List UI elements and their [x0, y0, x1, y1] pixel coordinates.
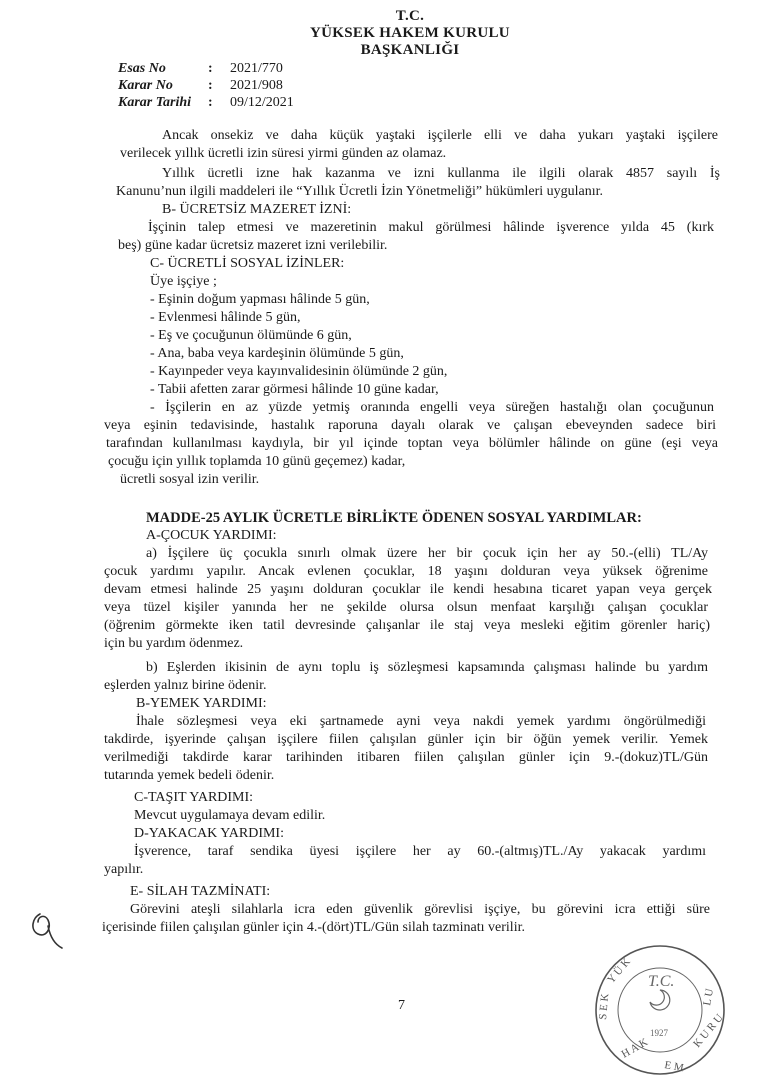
- meta-sep: :: [208, 78, 213, 93]
- svg-text:L U: L U: [701, 987, 716, 1007]
- section-heading: C- ÜCRETLİ SOSYAL İZİNLER:: [150, 256, 345, 271]
- body-line: Mevcut uygulamaya devam edilir.: [134, 808, 326, 823]
- meta-sep: :: [208, 95, 213, 110]
- meta-value: 09/12/2021: [230, 95, 294, 110]
- svg-text:K U R U: K U R U: [691, 1012, 726, 1050]
- svg-text:S E K: S E K: [597, 993, 612, 1021]
- body-line: İşverence, taraf sendika üyesi işçilere her ay 60.-(altmış)TL./Ay yakacak yardımı: [134, 844, 706, 859]
- body-line: verilecek yıllık ücretli izin süresi yirmi günden az olamaz.: [120, 146, 447, 161]
- header-tc: T.C.: [395, 8, 425, 24]
- body-line: verilmediği takdirde karar tarihinden itibaren fiilen çalışılan günler için 9.-(dokuz)TL/Gün: [104, 750, 708, 765]
- body-line: Yıllık ücretli izne hak kazanma ve izni kullanma ile ilgili olarak 4857 sayılı İş: [162, 166, 720, 181]
- svg-text:Y Ü K: Y Ü K: [605, 956, 633, 986]
- body-line: çocuk yardımı yapılır. Ancak evlenen çocuklar, 18 yaşını dolduran veya yüksek öğrenime: [104, 564, 708, 579]
- body-line: tarafından kullanılması kaydıyla, bir yıl içinde toptan veya bölümler hâlinde on güne (eşi veya: [106, 436, 718, 451]
- meta-key: Karar Tarihi: [118, 95, 192, 110]
- body-line: İhale sözleşmesi veya eki şartnamede ayni veya nakdi yemek yardımı öngörülmediği: [136, 714, 706, 729]
- body-line: yapılır.: [104, 862, 144, 877]
- handwritten-signature: [28, 906, 76, 952]
- svg-text:1927: 1927: [650, 1028, 668, 1038]
- body-line: a) İşçilere üç çocukla sınırlı olmak üzere her bir çocuk için her ay 50.-(elli) TL/Ay: [146, 546, 708, 561]
- list-item: - Ana, baba veya kardeşinin ölümünde 5 gün,: [150, 346, 404, 361]
- body-line: Kanunu’nun ilgili maddeleri ile “Yıllık Ücretli İzin Yönetmeliği” hükümleri uygulanır.: [116, 184, 604, 199]
- body-line: (öğrenim görmekte iken tatil devresinde çalışanlar ile staj veya mesleki eğitim görenler hariç): [104, 618, 710, 633]
- list-item: - Eşinin doğum yapması hâlinde 5 gün,: [150, 292, 370, 307]
- list-item: - Eş ve çocuğunun ölümünde 6 gün,: [150, 328, 352, 343]
- body-line: takdirde, işyerinde çalışan işçilere fiilen çalışılan günler için bir öğün yemek verilir. Yemek: [104, 732, 708, 747]
- section-heading: D-YAKACAK YARDIMI:: [134, 826, 284, 841]
- official-seal: [590, 940, 730, 1080]
- svg-text:H A K: H A K: [619, 1036, 650, 1061]
- meta-sep: :: [208, 61, 213, 76]
- section-heading: A-ÇOCUK YARDIMI:: [146, 528, 277, 543]
- meta-row-karar: [118, 77, 294, 94]
- meta-value: 2021/908: [230, 78, 283, 93]
- body-line: Üye işçiye ;: [150, 274, 217, 289]
- list-item: - Evlenmesi hâlinde 5 gün,: [150, 310, 301, 325]
- body-line: tutarında yemek bedeli ödenir.: [104, 768, 275, 783]
- header-institution: YÜKSEK HAKEM KURULU: [310, 25, 510, 41]
- body-line: İşçinin talep etmesi ve mazeretinin makul görülmesi hâlinde işverence yılda 45 (kırk: [148, 220, 714, 235]
- body-line: veya eşinin tedavisinde, hastalık raporuna dayalı olarak ve çalışan ebeveynden sadece biri: [104, 418, 716, 433]
- body-line: Görevini ateşli silahlarla icra eden güvenlik görevlisi işçiye, bu görevini icra ettiği süre: [130, 902, 710, 917]
- body-line: Ancak onsekiz ve daha küçük yaştaki işçilerle elli ve daha yukarı yaştaki işçilere: [162, 128, 718, 143]
- section-heading: B-YEMEK YARDIMI:: [136, 696, 267, 711]
- section-heading: C-TAŞIT YARDIMI:: [134, 790, 254, 805]
- meta-key: Esas No: [118, 61, 166, 76]
- body-line: eşlerden yalnız birine ödenir.: [104, 678, 267, 693]
- section-heading: E- SİLAH TAZMİNATI:: [130, 884, 271, 899]
- meta-row-karar-tarihi: [118, 94, 294, 111]
- body-line: beş) güne kadar ücretsiz mazeret izni verilebilir.: [118, 238, 388, 253]
- body-line: b) Eşlerden ikisinin de aynı toplu iş sözleşmesi kapsamında çalışması halinde bu yardım: [146, 660, 708, 675]
- svg-text:T.C.: T.C.: [648, 973, 675, 990]
- page-number: 7: [398, 998, 405, 1013]
- body-line: ücretli sosyal izin verilir.: [120, 472, 260, 487]
- list-item: - Tabii afetten zarar görmesi hâlinde 10 güne kadar,: [150, 382, 439, 397]
- article-title: MADDE-25 AYLIK ÜCRETLE BİRLİKTE ÖDENEN SOSYAL YARDIMLAR:: [146, 510, 642, 526]
- meta-value: 2021/770: [230, 61, 283, 76]
- header-presidency: BAŞKANLIĞI: [360, 42, 460, 58]
- list-item: - Kayınpeder veya kayınvalidesinin ölümünde 2 gün,: [150, 364, 448, 379]
- case-meta: [118, 60, 294, 111]
- body-line: için bu yardım ödenmez.: [104, 636, 244, 651]
- body-line: içerisinde fiilen çalışılan günler için 4.-(dört)TL/Gün silah tazminatı verilir.: [102, 920, 525, 935]
- body-line: veya tüzel kişiler yanında her ne şekilde olursa olsun menfaat karşılığı çalışan çocuklar: [104, 600, 708, 615]
- section-heading: B- ÜCRETSİZ MAZERET İZNİ:: [162, 202, 352, 217]
- meta-key: Karar No: [118, 78, 173, 93]
- body-line: çocuğu için yıllık toplamda 10 günü geçemez) kadar,: [108, 454, 406, 469]
- list-item: - İşçilerin en az yüzde yetmiş oranında engelli veya süreğen hastalığı olan çocuğunun: [150, 400, 714, 415]
- meta-row-esas: [118, 60, 294, 77]
- svg-text:E M: E M: [663, 1059, 685, 1075]
- body-line: devam etmesi halinde 25 yaşını dolduran çocuklar ile kendi hesabına ticaret yapan veya gerçek: [104, 582, 712, 597]
